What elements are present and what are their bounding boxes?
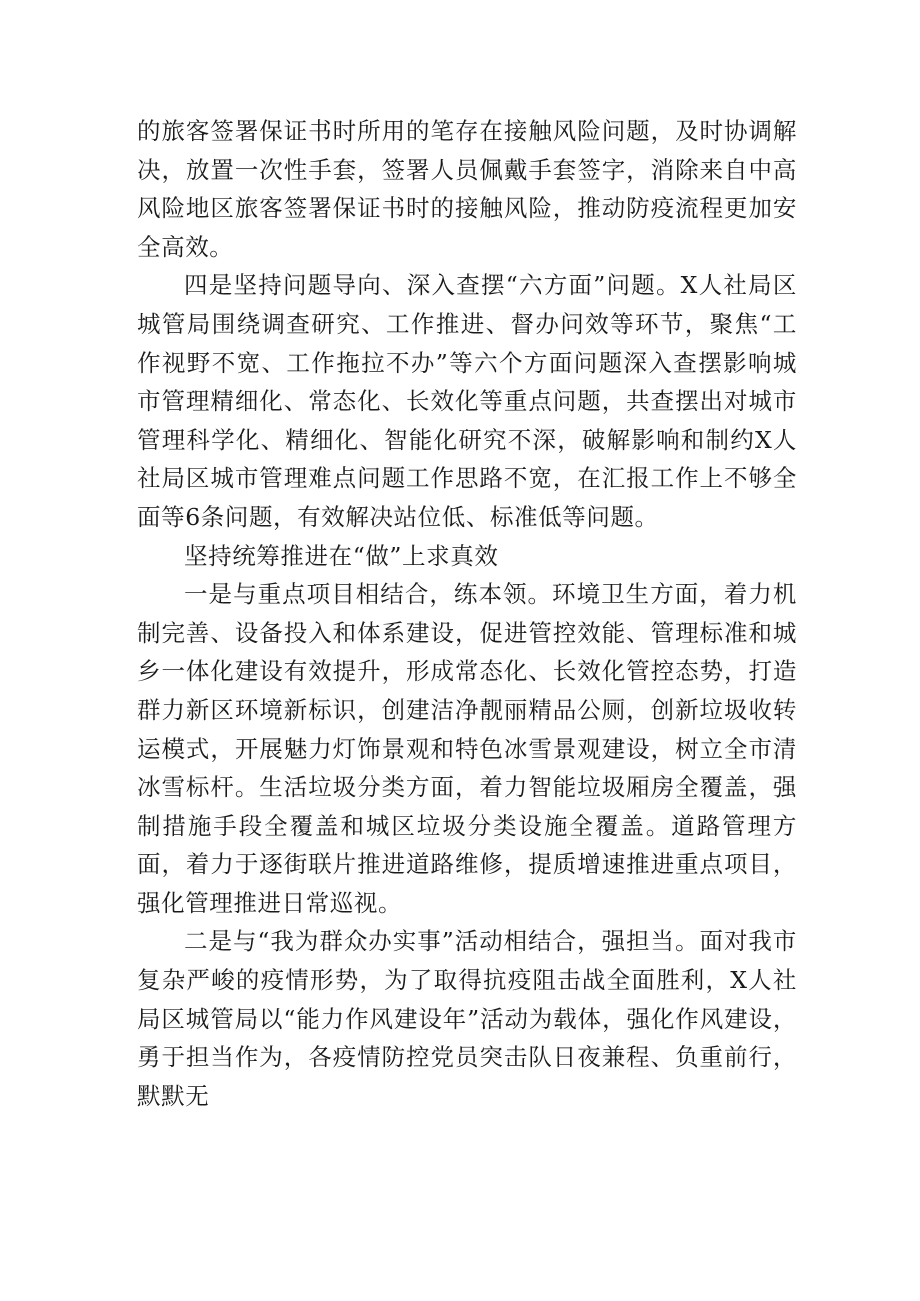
paragraph-3: 一是与重点项目相结合，练本领。环境卫生方面，着力机制完善、设备投入和体系建设，促进管控效能、管理标准和城乡一体化建设有效提升，形成常态化、长效化管控态势，打造群力新区环境新标识，创建洁净靓丽精品公厕，创新垃圾收转运模式，开展魅力灯饰景观和特色冰雪景观建设，树立全市清冰雪标杆。生活垃圾分类方面，着力智能垃圾厢房全覆盖，强制措施手段全覆盖和城区垃圾分类设施全覆盖。道路管理方面，着力于逐街联片推进道路维修，提质增速推进重点项目，强化管理推进日常巡视。 [137,580,797,917]
paragraph-2: 四是坚持问题导向、深入查摆“六方面”问题。X人社局区城管局围绕调查研究、工作推进、督办问效等环节，聚焦“工作视野不宽、工作拖拉不办”等六个方面问题深入查摆影响城市管理精细化、常态化、长效化等重点问题，共查摆出对城市管理科学化、精细化、智能化研究不深，破解影响和制约X人社局区城市管理难点问题工作思路不宽，在汇报工作上不够全面等6条问题，有效解决站位低、标准低等问题。 [137,271,797,531]
paragraph-1: 的旅客签署保证书时所用的笔存在接触风险问题，及时协调解决，放置一次性手套，签署人员佩戴手套签字，消除来自中高风险地区旅客签署保证书时的接触风险，推动防疫流程更加安全高效。 [137,117,797,261]
section-heading: 坚持统筹推进在“做”上求真效 [184,541,499,570]
paragraph-4: 二是与“我为群众办实事”活动相结合，强担当。面对我市复杂严峻的疫情形势，为了取得抗疫阻击战全面胜利，X人社局区城管局以“能力作风建设年”活动为载体，强化作风建设，勇于担当作为，各疫情防控党员突击队日夜兼程、负重前行，默默无 [137,927,797,1110]
document-body [137,112,797,1115]
